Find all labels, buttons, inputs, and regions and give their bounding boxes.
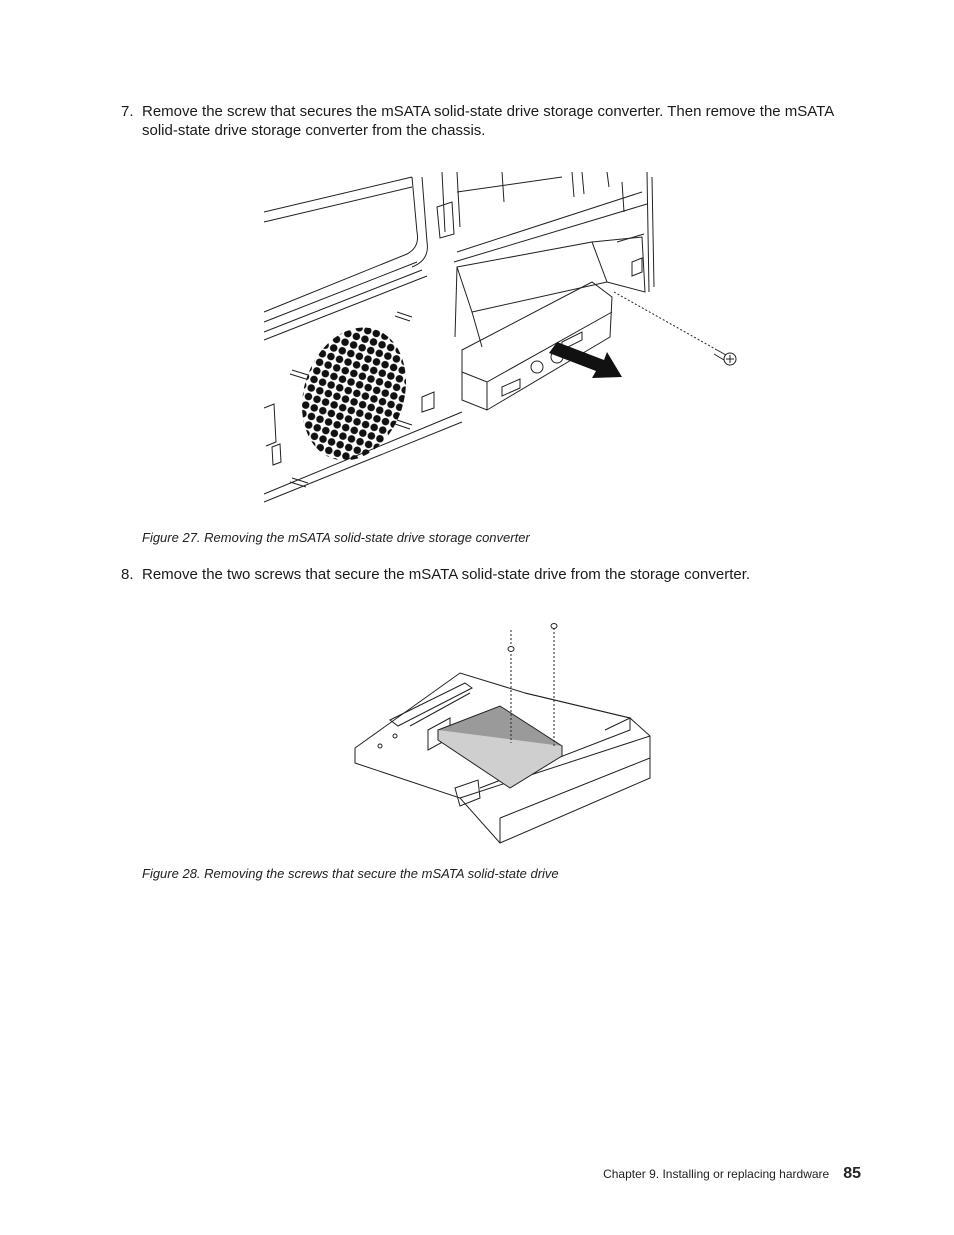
step-text: Remove the two screws that secure the mSATA solid-state drive from the storage converter.: [142, 566, 751, 583]
page-number: 85: [843, 1165, 861, 1182]
chapter-title: Chapter 9. Installing or replacing hardware: [603, 1167, 830, 1181]
figure-28-caption: Figure 28. Removing the screws that secure the mSATA solid-state drive: [142, 866, 559, 881]
figure-27-caption: Figure 27. Removing the mSATA solid-state drive storage converter: [142, 530, 530, 545]
figure-28-illustration: [350, 618, 652, 846]
figure-27-illustration: [262, 172, 752, 508]
step-text: Remove the screw that secures the mSATA solid-state drive storage converter. Then remove the mSATA solid-state drive storage converter from the chassis.: [142, 103, 834, 139]
step-number: 7.: [121, 103, 134, 120]
page-footer: [603, 1165, 861, 1183]
step-number: 8.: [121, 566, 134, 583]
